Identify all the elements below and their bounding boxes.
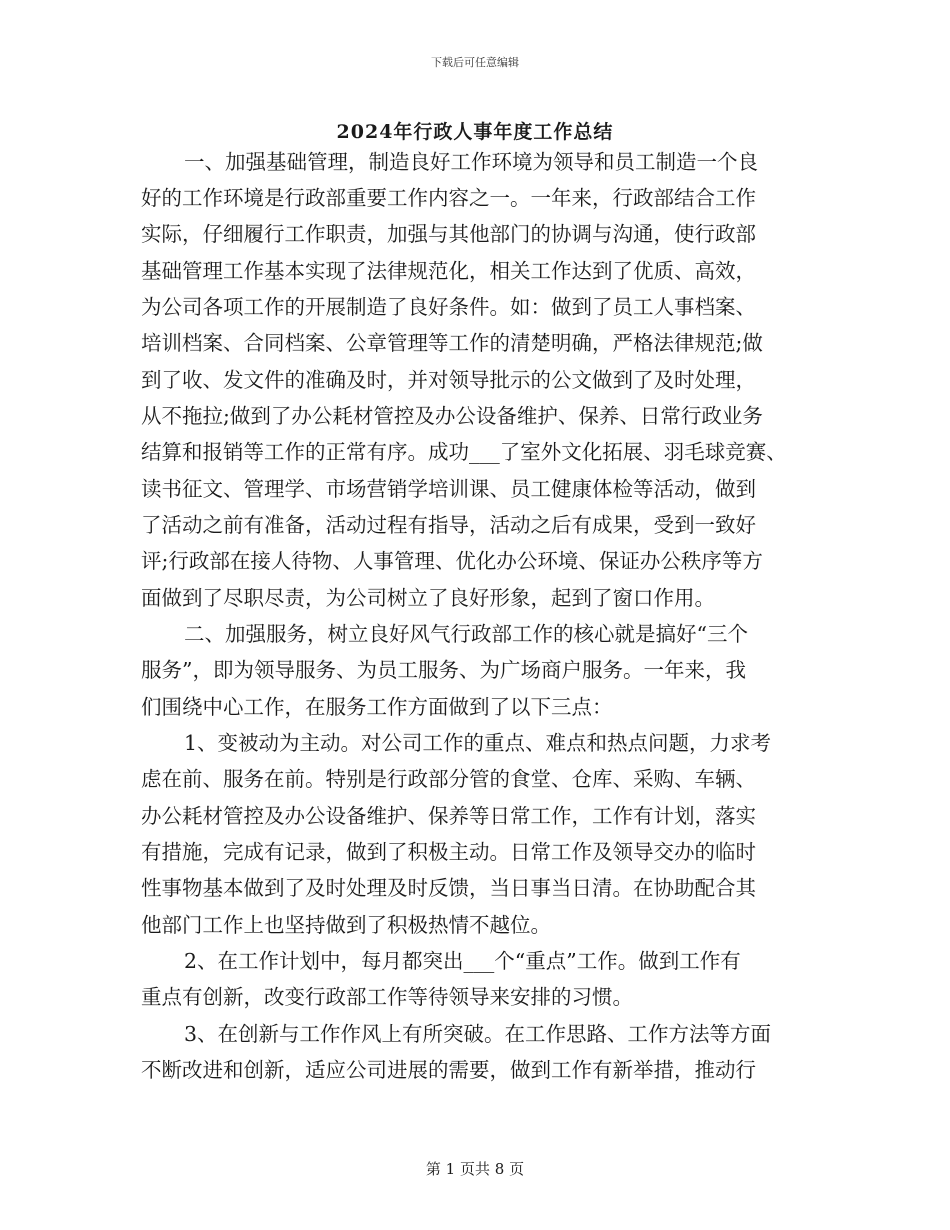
text-line: 基础管理工作基本实现了法律规范化，相关工作达到了优质、高效， <box>141 259 756 283</box>
text-line: 重点有创新，改变行政部工作等待领导来安排的习惯。 <box>141 985 633 1009</box>
text-line: 了活动之前有准备，活动过程有指导，活动之后有成果，受到一致好 <box>141 513 756 537</box>
text-line: 办公耗材管控及办公设备维护、保养等日常工作，工作有计划，落实 <box>141 804 756 828</box>
text-line: 为公司各项工作的开展制造了良好条件。如：做到了员工人事档案、 <box>141 295 756 319</box>
text-line: 们围绕中心工作，在服务工作方面做到了以下三点： <box>141 695 613 719</box>
text-line: 性事物基本做到了及时处理及时反馈，当日事当日清。在协助配合其 <box>141 876 756 900</box>
text-line: 结算和报销等工作的正常有序。成功___了室外文化拓展、羽毛球竞赛、 <box>141 440 787 464</box>
text-line: 读书征文、管理学、市场营销学培训课、员工健康体检等活动，做到 <box>141 477 756 501</box>
text-line: 服务”，即为领导服务、为员工服务、为广场商户服务。一年来，我 <box>141 658 746 682</box>
text-line: 他部门工作上也坚持做到了积极热情不越位。 <box>141 913 551 937</box>
text-line: 1、变被动为主动。对公司工作的重点、难点和热点问题，力求考 <box>184 731 772 755</box>
text-line: 实际，仔细履行工作职责，加强与其他部门的协调与沟通，使行政部 <box>141 222 756 246</box>
text-line: 不断改进和创新，适应公司进展的需要，做到工作有新举措，推动行 <box>141 1058 756 1082</box>
text-line: 面做到了尽职尽责，为公司树立了良好形象，起到了窗口作用。 <box>141 586 715 610</box>
text-line: 虑在前、服务在前。特别是行政部分管的食堂、仓库、采购、车辆、 <box>141 767 756 791</box>
text-line: 评;行政部在接人待物、人事管理、优化办公环境、保证办公秩序等方 <box>141 549 763 573</box>
text-line: 有措施，完成有记录，做到了积极主动。日常工作及领导交办的临时 <box>141 840 756 864</box>
text-line: 从不拖拉;做到了办公耗材管控及办公设备维护、保养、日常行政业务 <box>141 404 763 428</box>
text-line: 好的工作环境是行政部重要工作内容之一。一年来，行政部结合工作 <box>141 186 756 210</box>
header-note: 下载后可任意编辑 <box>431 56 519 69</box>
text-line: 一、加强基础管理，制造良好工作环境为领导和员工制造一个良 <box>184 150 758 174</box>
page-footer: 第 1 页共 8 页 <box>425 1160 525 1178</box>
text-line: 2、在工作计划中，每月都突出___个“重点”工作。做到工作有 <box>184 949 741 973</box>
text-line: 二、加强服务，树立良好风气行政部工作的核心就是搞好“三个 <box>184 622 748 646</box>
text-line: 到了收、发文件的准确及时，并对领导批示的公文做到了及时处理， <box>141 368 756 392</box>
text-line: 培训档案、合同档案、公章管理等工作的清楚明确，严格法律规范;做 <box>141 331 763 355</box>
document-title: 2024年行政人事年度工作总结 <box>336 121 614 143</box>
text-line: 3、在创新与工作作风上有所突破。在工作思路、工作方法等方面 <box>184 1022 772 1046</box>
